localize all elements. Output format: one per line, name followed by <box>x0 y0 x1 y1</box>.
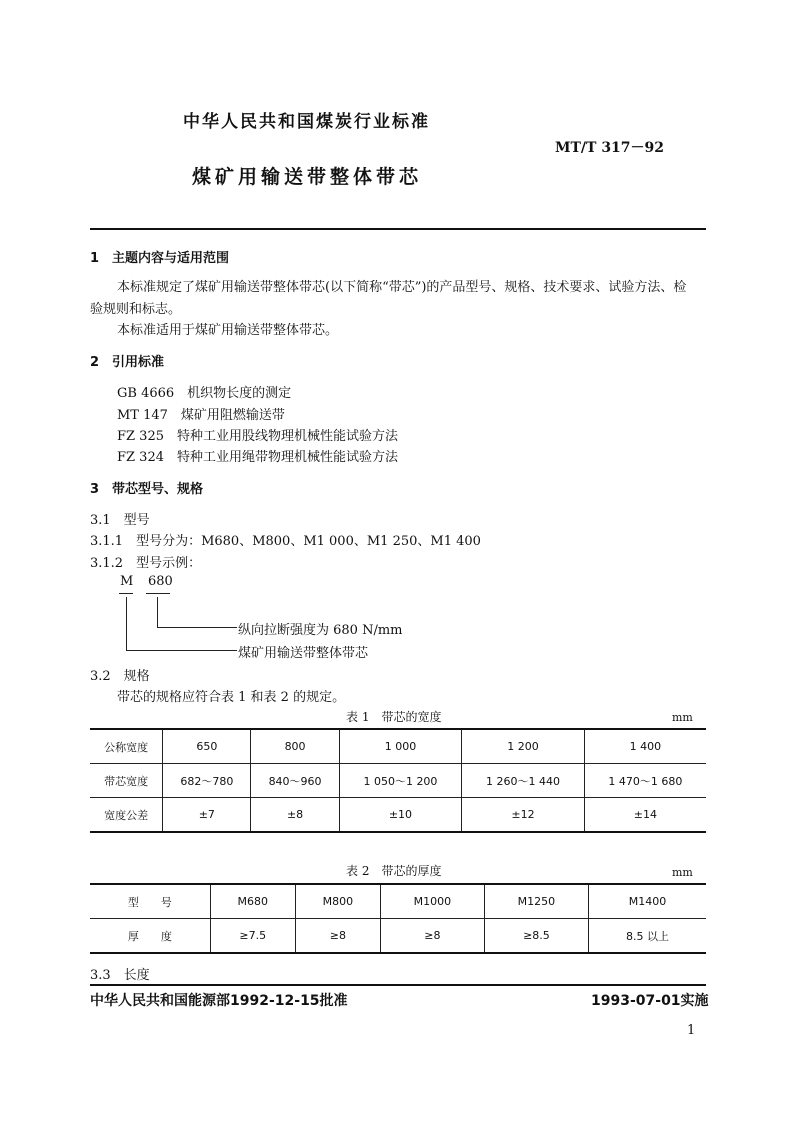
section-3-heading: 3 带芯型号、规格 <box>90 482 204 497</box>
table-cell: 宽度公差 <box>90 798 163 833</box>
diagram-stem-letter <box>126 597 127 650</box>
table-cell: ±14 <box>584 798 706 833</box>
table-cell: 1 400 <box>584 729 706 764</box>
table-cell: 650 <box>163 729 251 764</box>
document-title: 煤矿用输送带整体带芯 <box>192 166 423 188</box>
table-cell: 682～780 <box>163 764 251 798</box>
table-cell: ±8 <box>251 798 339 833</box>
page-number: 1 <box>687 1023 696 1038</box>
table-cell: M1400 <box>588 884 706 919</box>
header-rule <box>90 228 706 230</box>
section-3-1-heading: 3.1 型号 <box>90 513 150 528</box>
table-cell: ≥8 <box>295 919 380 954</box>
section-1-paragraph-line-2: 验规则和标志。 <box>90 302 182 317</box>
section-3-1-2: 3.1.2 型号示例： <box>90 556 202 571</box>
standard-code: MT/T 317－92 <box>555 140 665 156</box>
effective-date: 1993-07-01实施 <box>591 993 709 1009</box>
table-cell: M800 <box>295 884 380 919</box>
table-cell: 1 470～1 680 <box>584 764 706 798</box>
table-cell: M1000 <box>380 884 484 919</box>
table-1 <box>90 728 706 833</box>
table-cell: ≥8.5 <box>484 919 588 954</box>
diagram-stem-number <box>157 597 158 627</box>
org-title: 中华人民共和国煤炭行业标准 <box>183 112 430 132</box>
table-cell: 1 200 <box>462 729 585 764</box>
diagram-letter: M <box>120 574 134 589</box>
diagram-underline-letter <box>119 593 133 594</box>
table-cell: M1250 <box>484 884 588 919</box>
reference-item: MT 147 煤矿用阻燃输送带 <box>117 408 285 423</box>
table-row <box>90 884 706 919</box>
table-2-caption: 表 2 带芯的厚度 <box>346 864 442 878</box>
table-cell: 带芯宽度 <box>90 764 163 798</box>
table-2-unit: mm <box>672 866 693 879</box>
table-2 <box>90 883 706 954</box>
table-cell: 8.5 以上 <box>588 919 706 954</box>
table-row <box>90 919 706 954</box>
table-cell: 厚 度 <box>90 919 210 954</box>
table-cell: ±7 <box>163 798 251 833</box>
table-cell: 800 <box>251 729 339 764</box>
diagram-label-letter: 煤矿用输送带整体带芯 <box>238 646 369 661</box>
table-cell: M680 <box>210 884 295 919</box>
table-row <box>90 729 706 764</box>
section-3-2-heading: 3.2 规格 <box>90 669 150 684</box>
section-3-3-heading: 3.3 长度 <box>90 968 150 983</box>
table-cell: 型 号 <box>90 884 210 919</box>
approval-line: 中华人民共和国能源部1992-12-15批准 <box>90 993 348 1009</box>
section-1-heading: 1 主题内容与适用范围 <box>90 251 230 266</box>
footer-rule <box>90 984 706 986</box>
table-cell: 1 260～1 440 <box>462 764 585 798</box>
section-1-paragraph-2: 本标准适用于煤矿用输送带整体带芯。 <box>117 323 339 338</box>
table-cell: 1 000 <box>339 729 462 764</box>
table-cell: 840～960 <box>251 764 339 798</box>
diagram-number: 680 <box>148 574 173 589</box>
reference-item: GB 4666 机织物长度的测定 <box>117 386 292 401</box>
reference-item: FZ 324 特种工业用绳带物理机械性能试验方法 <box>117 450 398 465</box>
table-1-unit: mm <box>672 711 693 724</box>
diagram-leader-letter <box>126 650 237 651</box>
table-cell: ≥7.5 <box>210 919 295 954</box>
table-cell: ±12 <box>462 798 585 833</box>
section-1-paragraph-line-1: 本标准规定了煤矿用输送带整体带芯(以下简称“带芯”)的产品型号、规格、技术要求、试验方法、检 <box>117 280 687 295</box>
table-cell: ±10 <box>339 798 462 833</box>
table-cell: 公称宽度 <box>90 729 163 764</box>
section-3-1-1: 3.1.1 型号分为：M680、M800、M1 000、M1 250、M1 400 <box>90 534 481 549</box>
table-cell: 1 050～1 200 <box>339 764 462 798</box>
section-2-heading: 2 引用标准 <box>90 355 165 370</box>
table-cell: ≥8 <box>380 919 484 954</box>
diagram-underline-number <box>146 593 170 594</box>
reference-item: FZ 325 特种工业用股线物理机械性能试验方法 <box>117 429 398 444</box>
diagram-leader-number <box>157 627 237 628</box>
table-1-caption: 表 1 带芯的宽度 <box>346 710 442 724</box>
section-3-2-text: 带芯的规格应符合表 1 和表 2 的规定。 <box>117 690 346 705</box>
diagram-label-number: 纵向拉断强度为 680 N/mm <box>238 623 403 638</box>
table-row <box>90 798 706 833</box>
table-row <box>90 764 706 798</box>
